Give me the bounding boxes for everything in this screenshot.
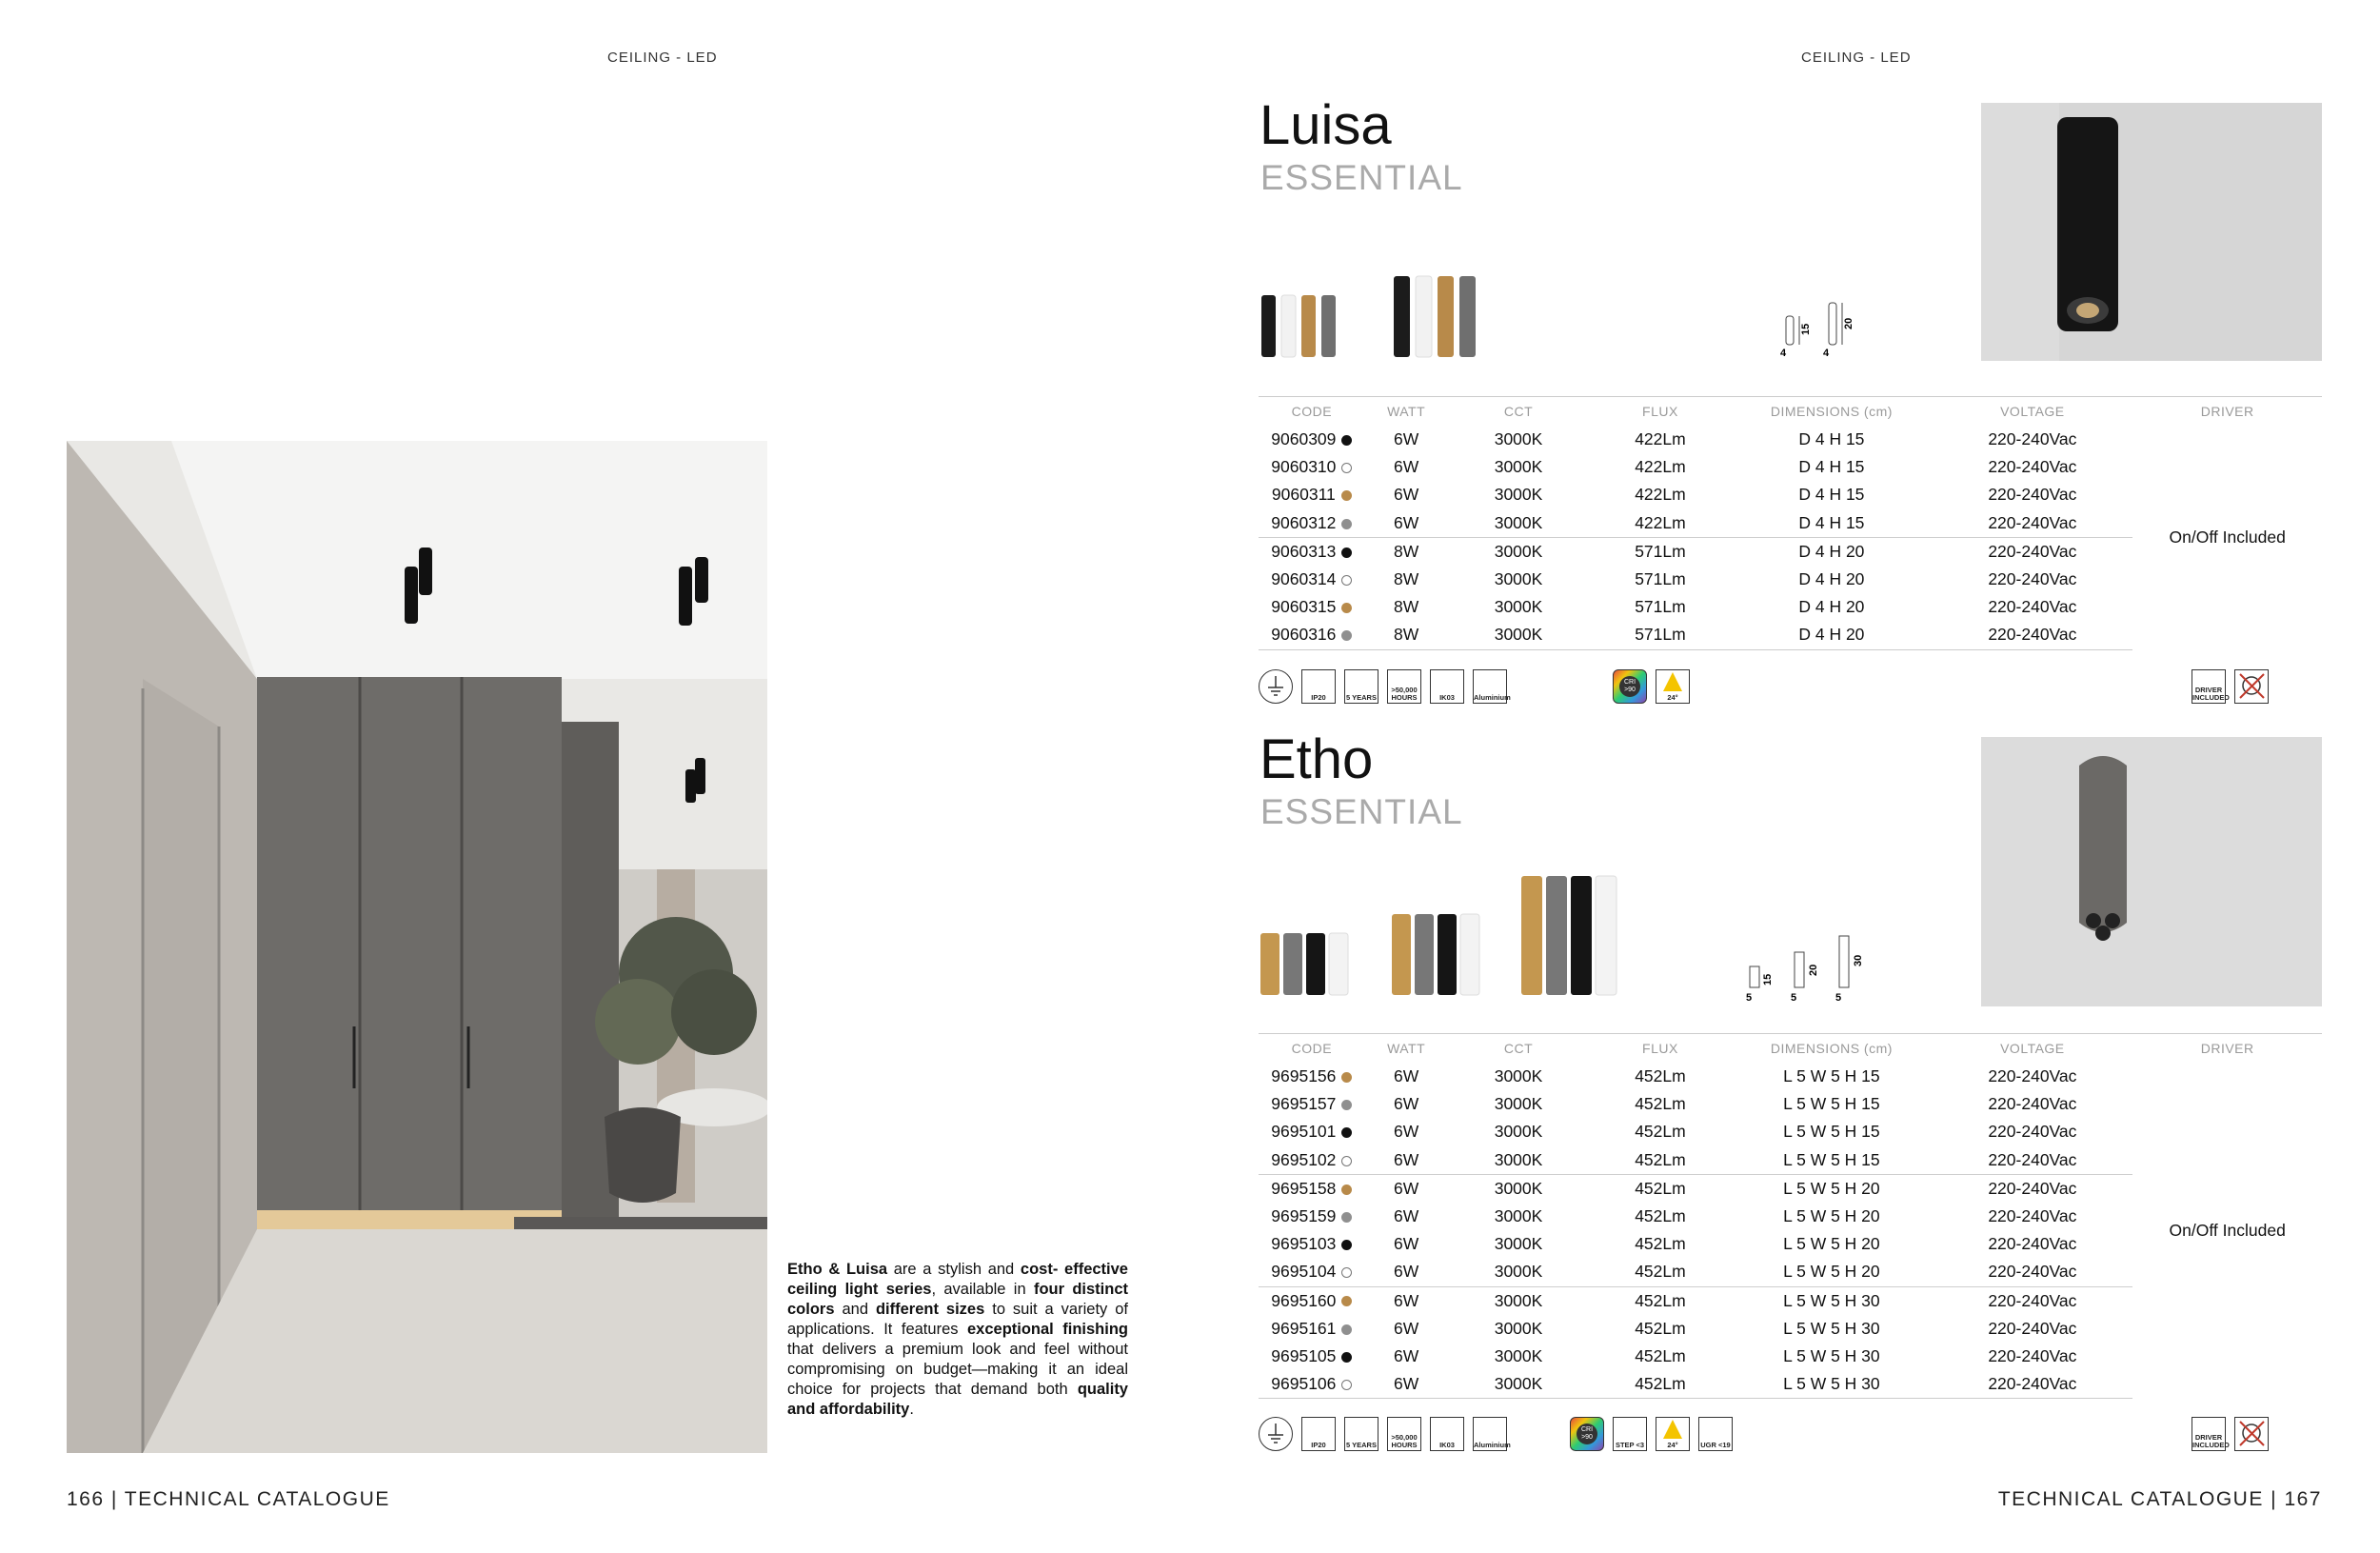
column-header: DRIVER	[2132, 397, 2322, 427]
icon-caption: Aluminium	[1474, 693, 1511, 702]
watt-cell: 8W	[1365, 537, 1448, 566]
luisa-dim-h2: 20	[1843, 317, 1854, 329]
code-cell	[1259, 1258, 1365, 1286]
volt-cell: 220-240Vac	[1988, 597, 2077, 617]
table-row	[1259, 1063, 2322, 1090]
color-swatch	[1341, 435, 1352, 446]
column-header: DIMENSIONS (cm)	[1731, 1034, 1932, 1064]
volt-cell: 220-240Vac	[1988, 1318, 2077, 1338]
luisa-color-variants	[1257, 271, 1495, 362]
volt-cell: 220-240Vac	[1988, 1262, 2077, 1282]
color-swatch	[1341, 463, 1352, 473]
product-code: 9695158	[1271, 1178, 1337, 1198]
etho-spec-table	[1259, 1033, 2322, 1399]
watt-cell: 6W	[1394, 1206, 1419, 1226]
volt-cell: 220-240Vac	[1932, 1370, 2132, 1399]
volt-cell: 220-240Vac	[1988, 1066, 2077, 1086]
color-swatch	[1341, 630, 1352, 641]
color-swatch	[1341, 575, 1352, 586]
cri-label: CRI >90	[1619, 676, 1640, 697]
dim-cell: D 4 H 20	[1731, 537, 1932, 566]
color-swatch	[1341, 490, 1352, 501]
flux-cell: 452Lm	[1635, 1094, 1686, 1114]
driver-cell: On/Off Included	[2169, 528, 2286, 547]
etho-dimension-drawing	[1733, 928, 1875, 1005]
watt-cell: 6W	[1394, 429, 1419, 449]
icon-caption: >50,000 HOURS	[1391, 686, 1418, 702]
dim-cell: D 4 H 15	[1798, 457, 1865, 477]
watt-cell: 6W	[1394, 1149, 1419, 1169]
ugr-19-icon	[1698, 1417, 1733, 1451]
flux-cell: 422Lm	[1635, 512, 1686, 532]
column-header: FLUX	[1589, 397, 1731, 427]
step-3-icon	[1613, 1417, 1647, 1451]
watt-cell: 6W	[1365, 1174, 1448, 1203]
volt-cell: 220-240Vac	[1988, 429, 2077, 449]
watt-cell: 6W	[1365, 1370, 1448, 1399]
product-code: 9695101	[1271, 1122, 1337, 1142]
code-cell	[1259, 426, 1365, 453]
icon-caption: IP20	[1311, 693, 1326, 702]
left-footer: 166 | TECHNICAL CATALOGUE	[67, 1488, 390, 1510]
volt-cell: 220-240Vac	[1988, 1122, 2077, 1142]
watt-cell: 8W	[1365, 621, 1448, 649]
flux-cell: 452Lm	[1635, 1345, 1686, 1365]
dim-cell: D 4 H 20	[1798, 569, 1865, 589]
ik03-icon	[1430, 669, 1464, 704]
cct-cell: 3000K	[1494, 1234, 1543, 1254]
watt-cell: 8W	[1394, 569, 1419, 589]
watt-cell: 8W	[1394, 597, 1419, 617]
5-years-icon	[1344, 1417, 1378, 1451]
dim-cell: L 5 W 5 H 30	[1783, 1345, 1880, 1365]
cct-cell: 3000K	[1494, 1318, 1543, 1338]
description-fragment: , available in	[931, 1281, 1034, 1298]
code-cell	[1259, 1230, 1365, 1258]
watt-cell: 6W	[1394, 1318, 1419, 1338]
flux-cell: 452Lm	[1635, 1206, 1686, 1226]
description-fragment: .	[909, 1401, 914, 1418]
etho-feature-icons	[1259, 1417, 2322, 1457]
product-code: 9695106	[1271, 1374, 1337, 1394]
code-cell	[1259, 1118, 1365, 1145]
code-cell	[1259, 1090, 1365, 1118]
product-code: 9060312	[1271, 512, 1337, 532]
luisa-feature-icons	[1259, 669, 2322, 709]
dim-cell: D 4 H 20	[1731, 621, 1932, 649]
aluminium-icon	[1473, 1417, 1511, 1451]
dim-cell: L 5 W 5 H 15	[1783, 1149, 1880, 1169]
product-code: 9060311	[1271, 485, 1336, 505]
product-code: 9695161	[1271, 1318, 1337, 1338]
watt-cell: 6W	[1365, 1286, 1448, 1315]
color-swatch	[1341, 1072, 1352, 1083]
code-cell	[1259, 1315, 1365, 1343]
product-code: 9060316	[1271, 625, 1337, 645]
ik03-icon	[1430, 1417, 1464, 1451]
watt-cell: 6W	[1394, 1262, 1419, 1282]
volt-cell: 220-240Vac	[1988, 457, 2077, 477]
luisa-dim-d2: 4	[1823, 348, 1830, 359]
volt-cell: 220-240Vac	[1988, 1094, 2077, 1114]
etho-dim-w2: 5	[1791, 992, 1797, 1004]
code-cell	[1259, 1146, 1365, 1175]
etho-dim-w1: 5	[1746, 992, 1753, 1004]
column-header: CODE	[1259, 397, 1365, 427]
watt-cell: 6W	[1394, 457, 1419, 477]
volt-cell: 220-240Vac	[1932, 621, 2132, 649]
code-cell	[1259, 1063, 1365, 1090]
flux-cell: 452Lm	[1635, 1066, 1686, 1086]
beam-angle-label: 24°	[1667, 1441, 1678, 1449]
watt-cell: 6W	[1394, 1094, 1419, 1114]
column-header: WATT	[1365, 397, 1448, 427]
volt-cell: 220-240Vac	[1988, 512, 2077, 532]
etho-dim-h1: 15	[1762, 973, 1774, 986]
24-icon	[1656, 1417, 1690, 1451]
column-header: CODE	[1259, 1034, 1365, 1064]
flux-cell: 571Lm	[1589, 537, 1731, 566]
no-dimmable-icon	[2234, 1417, 2269, 1451]
flux-cell: 452Lm	[1589, 1370, 1731, 1399]
flux-cell: 452Lm	[1635, 1262, 1686, 1282]
ip20-icon	[1301, 669, 1336, 704]
code-cell	[1259, 537, 1365, 566]
dim-cell: L 5 W 5 H 30	[1731, 1370, 1932, 1399]
driver-included-icon	[2192, 669, 2230, 704]
volt-cell: 220-240Vac	[1988, 1206, 2077, 1226]
product-code: 9695157	[1271, 1094, 1337, 1114]
etho-product-photo	[1981, 737, 2322, 1006]
product-code: 9695159	[1271, 1206, 1337, 1226]
luisa-title: Luisa	[1259, 94, 1392, 156]
code-cell	[1259, 1343, 1365, 1370]
volt-cell: 220-240Vac	[1932, 537, 2132, 566]
flux-cell: 452Lm	[1635, 1149, 1686, 1169]
luisa-subtitle: ESSENTIAL	[1260, 158, 1463, 197]
volt-cell: 220-240Vac	[1988, 1149, 2077, 1169]
watt-cell: 6W	[1394, 1345, 1419, 1365]
dim-cell: L 5 W 5 H 15	[1783, 1122, 1880, 1142]
dim-cell: L 5 W 5 H 15	[1783, 1066, 1880, 1086]
column-header: CCT	[1448, 1034, 1590, 1064]
color-swatch	[1341, 1240, 1352, 1250]
column-header: DRIVER	[2132, 1034, 2322, 1064]
product-code: 9060309	[1271, 429, 1337, 449]
color-swatch	[1341, 1156, 1352, 1166]
flux-cell: 422Lm	[1635, 457, 1686, 477]
24-icon	[1656, 669, 1690, 704]
interior-photo	[67, 441, 767, 1453]
etho-color-variants	[1257, 871, 1637, 1000]
product-code: 9060314	[1271, 569, 1337, 589]
description-fragment: Etho & Luisa	[787, 1261, 888, 1278]
code-cell	[1259, 1174, 1365, 1203]
etho-dim-w3: 5	[1835, 992, 1842, 1004]
etho-title: Etho	[1259, 728, 1374, 790]
etho-dim-h2: 20	[1808, 964, 1819, 976]
column-header: CCT	[1448, 397, 1590, 427]
description-fragment: quality and affordability	[787, 1381, 1128, 1418]
luisa-product-photo	[1981, 103, 2322, 361]
color-swatch	[1341, 548, 1352, 558]
flux-cell: 571Lm	[1635, 569, 1686, 589]
cct-cell: 3000K	[1448, 1286, 1590, 1315]
series-description	[787, 1260, 1128, 1420]
icon-caption: IK03	[1439, 693, 1455, 702]
cct-cell: 3000K	[1494, 485, 1543, 505]
volt-cell: 220-240Vac	[1988, 1345, 2077, 1365]
icon-caption: DRIVER INCLUDED	[2192, 1433, 2230, 1449]
code-cell	[1259, 621, 1365, 649]
etho-dim-h3: 30	[1853, 954, 1864, 966]
luisa-dim-h1: 15	[1800, 323, 1812, 335]
flux-cell: 571Lm	[1635, 597, 1686, 617]
column-header: DIMENSIONS (cm)	[1731, 397, 1932, 427]
cct-cell: 3000K	[1494, 1206, 1543, 1226]
code-cell	[1259, 1370, 1365, 1399]
column-header: WATT	[1365, 1034, 1448, 1064]
color-swatch	[1341, 1100, 1352, 1110]
volt-cell: 220-240Vac	[1988, 485, 2077, 505]
color-swatch	[1341, 1212, 1352, 1223]
color-swatch	[1341, 1267, 1352, 1278]
right-section-label: CEILING - LED	[1801, 50, 1912, 66]
product-code: 9695160	[1271, 1290, 1337, 1310]
class-1-icon	[1259, 1417, 1293, 1451]
watt-cell: 6W	[1394, 512, 1419, 532]
column-header: VOLTAGE	[1932, 397, 2132, 427]
cct-cell: 3000K	[1448, 1174, 1590, 1203]
color-swatch	[1341, 603, 1352, 613]
icon-caption: IP20	[1311, 1441, 1326, 1449]
color-swatch	[1341, 1380, 1352, 1390]
dim-cell: D 4 H 15	[1798, 512, 1865, 532]
dim-cell: D 4 H 20	[1798, 597, 1865, 617]
product-code: 9060315	[1271, 597, 1337, 617]
5-years-icon	[1344, 669, 1378, 704]
description-fragment: and	[834, 1301, 876, 1318]
dim-cell: L 5 W 5 H 20	[1783, 1262, 1880, 1282]
ip20-icon	[1301, 1417, 1336, 1451]
color-swatch	[1341, 1324, 1352, 1335]
icon-caption: IK03	[1439, 1441, 1455, 1449]
watt-cell: 6W	[1394, 1066, 1419, 1086]
cri-90-icon	[1613, 669, 1647, 704]
product-code: 9695104	[1271, 1262, 1337, 1282]
dim-cell: L 5 W 5 H 30	[1783, 1318, 1880, 1338]
icon-caption: 5 YEARS	[1346, 693, 1377, 702]
flux-cell: 422Lm	[1635, 485, 1686, 505]
dim-cell: D 4 H 15	[1798, 485, 1865, 505]
dim-cell: L 5 W 5 H 15	[1783, 1094, 1880, 1114]
luisa-spec-table	[1259, 396, 2322, 650]
table-row	[1259, 426, 2322, 453]
cri-label: CRI >90	[1577, 1424, 1597, 1444]
dim-cell: L 5 W 5 H 20	[1731, 1174, 1932, 1203]
cri-90-icon	[1570, 1417, 1604, 1451]
code-cell	[1259, 593, 1365, 621]
code-cell	[1259, 1203, 1365, 1230]
product-code: 9060313	[1271, 541, 1337, 561]
volt-cell: 220-240Vac	[1988, 1234, 2077, 1254]
cct-cell: 3000K	[1494, 429, 1543, 449]
50-000-hours-icon	[1387, 1417, 1421, 1451]
code-cell	[1259, 481, 1365, 508]
code-cell	[1259, 509, 1365, 538]
description-fragment: are a stylish and	[887, 1261, 1021, 1278]
color-swatch	[1341, 1185, 1352, 1195]
icon-caption: Aluminium	[1474, 1441, 1511, 1449]
description-fragment: that delivers a premium look and feel without compromising on budget—making it an ideal choice for projects that demand both	[787, 1341, 1128, 1398]
cct-cell: 3000K	[1448, 537, 1590, 566]
50-000-hours-icon	[1387, 669, 1421, 704]
right-footer: TECHNICAL CATALOGUE | 167	[1997, 1488, 2322, 1510]
cct-cell: 3000K	[1494, 512, 1543, 532]
description-fragment: exceptional finishing	[966, 1321, 1128, 1338]
cct-cell: 3000K	[1494, 1262, 1543, 1282]
flux-cell: 452Lm	[1589, 1174, 1731, 1203]
watt-cell: 6W	[1394, 485, 1419, 505]
icon-caption: DRIVER INCLUDED	[2192, 686, 2230, 702]
volt-cell: 220-240Vac	[1988, 569, 2077, 589]
dim-cell: L 5 W 5 H 20	[1783, 1206, 1880, 1226]
etho-subtitle: ESSENTIAL	[1260, 792, 1463, 831]
color-swatch	[1341, 1127, 1352, 1138]
luisa-dimension-drawing	[1780, 295, 1866, 362]
cct-cell: 3000K	[1494, 1149, 1543, 1169]
cct-cell: 3000K	[1448, 1370, 1590, 1399]
watt-cell: 6W	[1394, 1234, 1419, 1254]
cct-cell: 3000K	[1494, 597, 1543, 617]
flux-cell: 452Lm	[1589, 1286, 1731, 1315]
cct-cell: 3000K	[1494, 569, 1543, 589]
description-fragment: four distinct colors	[787, 1281, 1129, 1318]
driver-included-icon	[2192, 1417, 2230, 1451]
flux-cell: 452Lm	[1635, 1122, 1686, 1142]
cct-cell: 3000K	[1494, 1066, 1543, 1086]
product-code: 9695105	[1271, 1345, 1337, 1365]
flux-cell: 452Lm	[1635, 1318, 1686, 1338]
cct-cell: 3000K	[1494, 1094, 1543, 1114]
column-header: VOLTAGE	[1932, 1034, 2132, 1064]
icon-caption: STEP <3	[1615, 1441, 1645, 1449]
color-swatch	[1341, 1296, 1352, 1306]
icon-caption: >50,000 HOURS	[1391, 1433, 1418, 1449]
cct-cell: 3000K	[1494, 457, 1543, 477]
class-1-icon	[1259, 669, 1293, 704]
column-header: FLUX	[1589, 1034, 1731, 1064]
flux-cell: 452Lm	[1635, 1234, 1686, 1254]
description-fragment: cost- effective ceiling light series	[787, 1261, 1128, 1298]
icon-caption: UGR <19	[1700, 1441, 1731, 1449]
color-swatch	[1341, 1352, 1352, 1363]
product-code: 9060310	[1271, 457, 1337, 477]
aluminium-icon	[1473, 669, 1511, 704]
product-code: 9695103	[1271, 1234, 1337, 1254]
flux-cell: 422Lm	[1635, 429, 1686, 449]
watt-cell: 6W	[1394, 1122, 1419, 1142]
luisa-dim-d1: 4	[1780, 348, 1787, 359]
driver-cell: On/Off Included	[2169, 1220, 2286, 1240]
beam-angle-label: 24°	[1667, 693, 1678, 702]
code-cell	[1259, 453, 1365, 481]
cct-cell: 3000K	[1448, 621, 1590, 649]
flux-cell: 571Lm	[1589, 621, 1731, 649]
description-fragment: different sizes	[875, 1301, 985, 1318]
cct-cell: 3000K	[1494, 1345, 1543, 1365]
code-cell	[1259, 1286, 1365, 1315]
cct-cell: 3000K	[1494, 1122, 1543, 1142]
color-swatch	[1341, 519, 1352, 529]
volt-cell: 220-240Vac	[1932, 1174, 2132, 1203]
dim-cell: L 5 W 5 H 30	[1731, 1286, 1932, 1315]
dim-cell: L 5 W 5 H 20	[1783, 1234, 1880, 1254]
volt-cell: 220-240Vac	[1932, 1286, 2132, 1315]
dim-cell: D 4 H 15	[1798, 429, 1865, 449]
no-dimmable-icon	[2234, 669, 2269, 704]
product-code: 9695102	[1271, 1149, 1337, 1169]
left-section-label: CEILING - LED	[607, 50, 718, 66]
product-code: 9695156	[1271, 1066, 1337, 1086]
code-cell	[1259, 566, 1365, 593]
description-fragment: to suit a variety of applications. It features	[787, 1301, 1128, 1338]
icon-caption: 5 YEARS	[1346, 1441, 1377, 1449]
